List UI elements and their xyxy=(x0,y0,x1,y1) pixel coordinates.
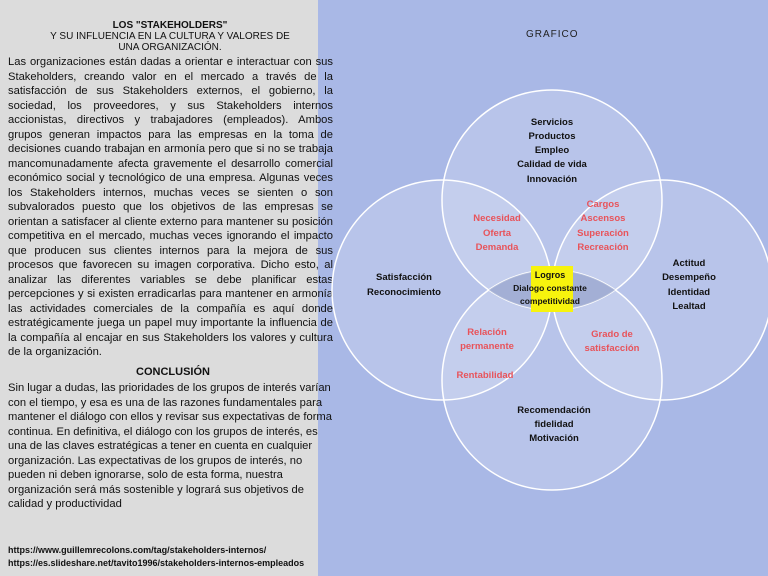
top-item: Productos xyxy=(528,131,576,142)
body-paragraph: Las organizaciones están dadas a orientar e interactuar con sus Stakeholders, creando valor en el mercado a través de la satisfacción de sus Stakeholders externos, el gobierno, la sociedad, los proveedores, y sus Stakeholders internos accionistas, directivos y trabajadores (empleados). Ambos grupos generan impactos para las empresas en la toma de decisiones cuando trabajan en armonía pero que si no se trabaja mancomunadamente afecta gravemente el desarrollo comercial económico social y tecnológico de una empresa. Algunas veces los Stakeholders internos, muchas veces se sienten o son subvalorados puesto que los objetivos de las empresas se orientan a satisfacer al cliente externo para mantener su posición competitiva en el mercado, muchas veces ignorando el impacto que producen sus clientes internos para la mejora de sus procesos que favorecen su imagen corporativa. Dicho esto, al analizar las diferentes variables se debe planificar estas percepciones y si existen erradicarlas para mantener en armonía las actividades comerciales de la compañía es aquí donde estratégicamente juega un papel muy importante la influencia de la compañía al encajar en sus Stakeholders los valores y cultura de la organización. xyxy=(8,56,333,358)
center-item: Dialogo constante xyxy=(513,283,587,293)
top-left-item: Necesidad xyxy=(473,213,521,224)
bottom-item: Recomendación xyxy=(517,405,591,416)
top-right-item: Recreación xyxy=(577,242,629,253)
diagram-label: GRAFICO xyxy=(526,29,579,40)
bottom-item: Motivación xyxy=(529,433,579,444)
left-item: Reconocimiento xyxy=(367,287,441,298)
title-line-1: LOS "STAKEHOLDERS" xyxy=(112,20,228,31)
bottom-left-item: Relación xyxy=(467,327,507,338)
top-item: Servicios xyxy=(530,117,574,128)
bottom-item: fidelidad xyxy=(534,419,574,430)
title-line-2: Y SU INFLUENCIA EN LA CULTURA Y VALORES DE UNA ORGANIZACIÓN. xyxy=(50,31,290,53)
top-left-item: Demanda xyxy=(475,242,519,253)
top-item: Innovación xyxy=(526,174,578,185)
center-item: Logros xyxy=(534,270,566,280)
bottom-right-item: Grado de xyxy=(591,329,633,340)
right-item: Desempeño xyxy=(662,272,716,283)
center-item: competitividad xyxy=(520,296,580,306)
reference-link[interactable]: https://es.slideshare.net/tavito1996/stakeholders-internos-empleados xyxy=(8,557,305,568)
right-item: Lealtad xyxy=(672,301,706,312)
top-right-item: Superación xyxy=(577,228,629,239)
conclusion-paragraph: Sin lugar a dudas, las prioridades de los grupos de interés varían con el tiempo, y esa es una de las razones fundamentales para mantener el diálogo con ellos y revisar sus expectativas de forma continua. En definitiva, el diálogo con los grupos de interés, es una de las claves estratégicas a tener en cuenta en cualquier organización. Las expectativas de los grupos de interés, no pueden ni deben ignorarse, solo de esta forma, nuestra organización será más sostenible y logrará sus objetivos de calidad y productividad xyxy=(8,382,332,510)
top-item: Calidad de vida xyxy=(517,159,587,170)
document-title xyxy=(40,20,300,53)
bottom-left-item: permanente xyxy=(460,341,514,352)
top-item: Empleo xyxy=(534,145,570,156)
conclusion-heading: CONCLUSIÓN xyxy=(136,366,210,378)
right-item: Actitud xyxy=(672,258,706,269)
right-item: Identidad xyxy=(667,287,711,298)
top-right-item: Cargos xyxy=(586,199,620,210)
reference-link[interactable]: https://www.guillemrecolons.com/tag/stakeholders-internos/ xyxy=(8,545,267,555)
bottom-right-item: satisfacción xyxy=(584,343,640,354)
top-right-item: Ascensos xyxy=(580,213,626,224)
bottom-left-item: Rentabilidad xyxy=(456,370,514,381)
top-left-item: Oferta xyxy=(483,228,511,239)
left-item: Satisfacción xyxy=(376,272,432,283)
venn-diagram xyxy=(318,0,768,576)
reference-links xyxy=(8,544,353,569)
